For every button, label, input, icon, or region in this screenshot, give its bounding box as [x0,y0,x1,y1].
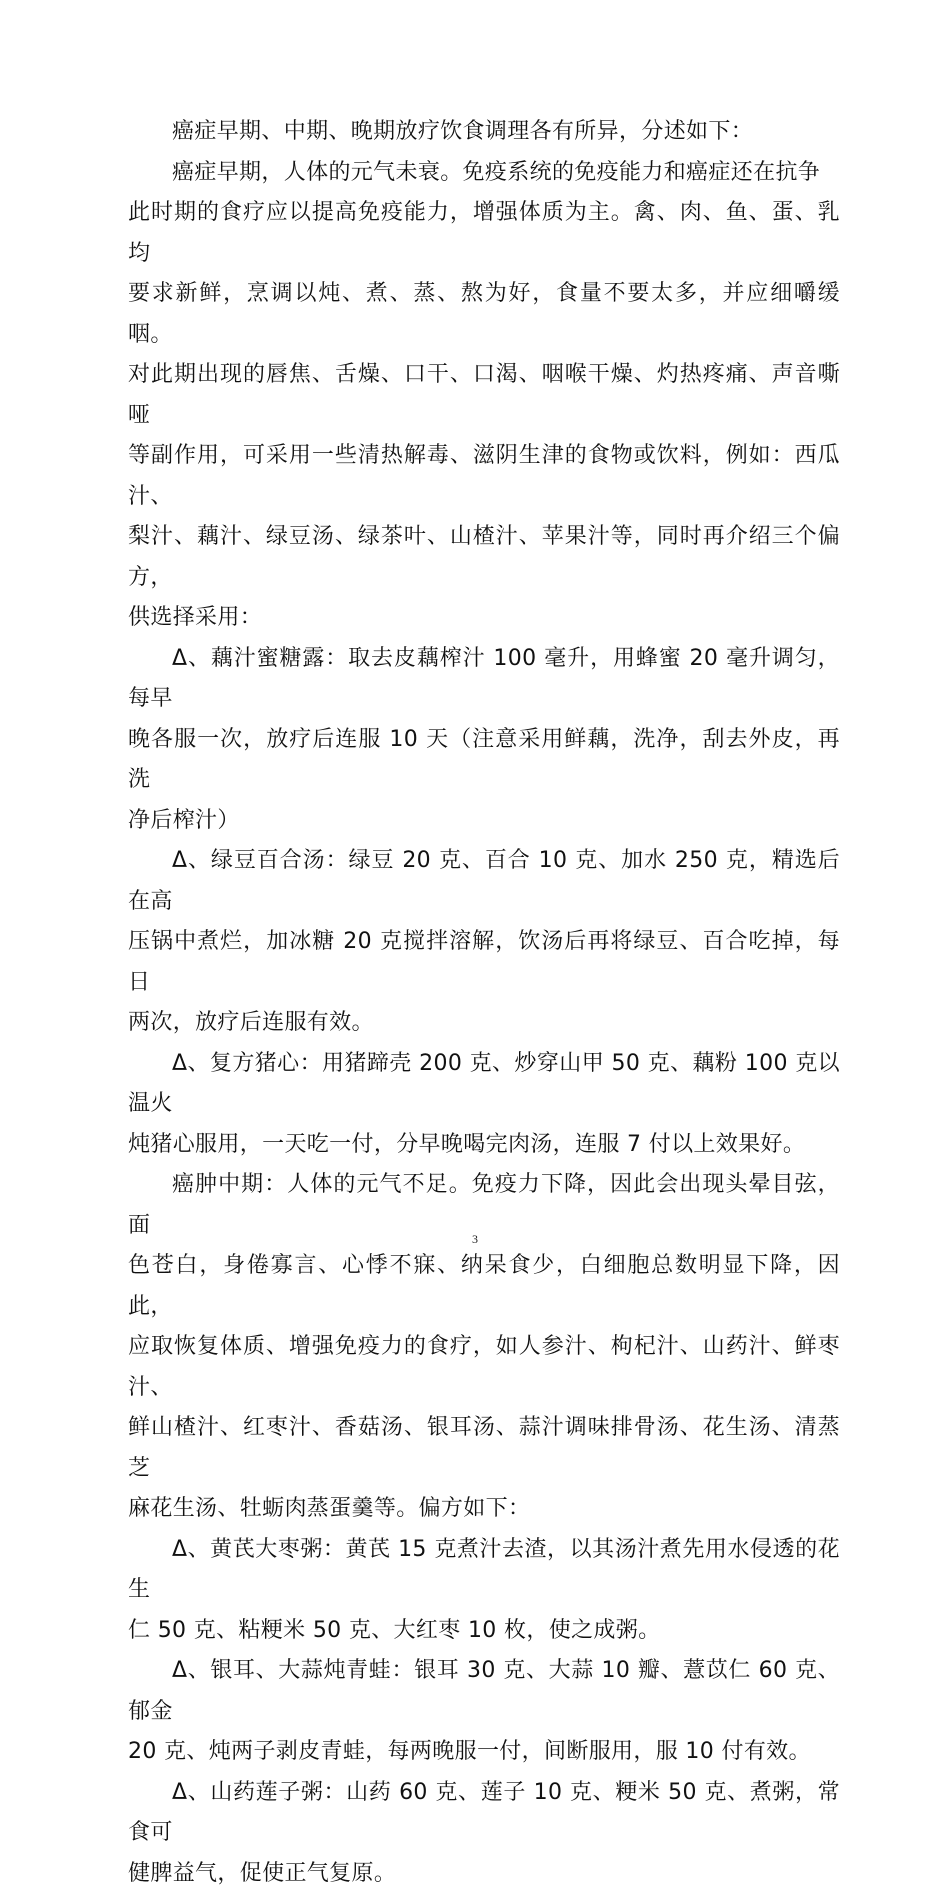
text-line: 梨汁、藕汁、绿豆汤、绿茶叶、山楂汁、苹果汁等，同时再介绍三个偏方， [128,517,840,598]
text-line: 对此期出现的唇焦、舌燥、口干、口渴、咽喉干燥、灼热疼痛、声音嘶哑 [128,355,840,436]
text-line: 压锅中煮烂，加冰糖 20 克搅拌溶解，饮汤后再将绿豆、百合吃掉，每日 [128,922,840,1003]
text-line: Δ、山药莲子粥：山药 60 克、莲子 10 克、粳米 50 克、煮粥，常食可 [128,1773,840,1854]
text-line: Δ、黄芪大枣粥：黄芪 15 克煮汁去渣，以其汤汁煮先用水侵透的花生 [128,1530,840,1611]
text-line: Δ、藕汁蜜糖露：取去皮藕榨汁 100 毫升，用蜂蜜 20 毫升调匀，每早 [128,639,840,720]
text-line: 仁 50 克、粘粳米 50 克、大红枣 10 枚，使之成粥。 [128,1611,840,1652]
paragraph [128,1044,840,1166]
text-line: 癌症早期，人体的元气未衰。免疫系统的免疫能力和癌症还在抗争 [128,153,840,194]
text-line: Δ、银耳、大蒜炖青蛙：银耳 30 克、大蒜 10 瓣、薏苡仁 60 克、郁金 [128,1651,840,1732]
paragraph [128,639,840,842]
text-line: 此时期的食疗应以提高免疫能力，增强体质为主。禽、肉、鱼、蛋、乳均 [128,193,840,274]
text-line: 晚各服一次，放疗后连服 10 天（注意采用鲜藕，洗净，刮去外皮，再洗 [128,720,840,801]
paragraph [128,112,840,153]
paragraph [128,1530,840,1652]
text-line: 麻花生汤、牡蛎肉蒸蛋羹等。偏方如下： [128,1489,840,1530]
text-line: 等副作用，可采用一些清热解毒、滋阴生津的食物或饮料，例如：西瓜汁、 [128,436,840,517]
text-line: 应取恢复体质、增强免疫力的食疗，如人参汁、枸杞汁、山药汁、鲜枣汁、 [128,1327,840,1408]
text-line: 两次，放疗后连服有效。 [128,1003,840,1044]
text-line: 鲜山楂汁、红枣汁、香菇汤、银耳汤、蒜汁调味排骨汤、花生汤、清蒸芝 [128,1408,840,1489]
text-line: 炖猪心服用，一天吃一付，分早晚喝完肉汤，连服 7 付以上效果好。 [128,1125,840,1166]
page-number: 3 [0,1232,950,1247]
text-line: 20 克、炖两子剥皮青蛙，每两晚服一付，间断服用，服 10 付有效。 [128,1732,840,1773]
text-line: Δ、复方猪心：用猪蹄壳 200 克、炒穿山甲 50 克、藕粉 100 克以温火 [128,1044,840,1125]
text-line: 要求新鲜，烹调以炖、煮、蒸、熬为好，食量不要太多，并应细嚼缓咽。 [128,274,840,355]
text-line: 癌肿中期：人体的元气不足。免疫力下降，因此会出现头晕目弦，面 [128,1165,840,1246]
text-line: 色苍白，身倦寡言、心悸不寐、纳呆食少，白细胞总数明显下降，因此， [128,1246,840,1327]
text-line: Δ、绿豆百合汤：绿豆 20 克、百合 10 克、加水 250 克，精选后在高 [128,841,840,922]
text-line: 供选择采用： [128,598,840,639]
text-line: 健脾益气，促使正气复原。 [128,1854,840,1894]
paragraph [128,1773,840,1894]
paragraph [128,153,840,639]
paragraph [128,1165,840,1530]
text-line: 净后榨汁） [128,801,840,842]
paragraph [128,1651,840,1773]
document-body [128,112,840,1894]
paragraph [128,841,840,1044]
text-line: 癌症早期、中期、晚期放疗饮食调理各有所异，分述如下： [128,112,840,153]
